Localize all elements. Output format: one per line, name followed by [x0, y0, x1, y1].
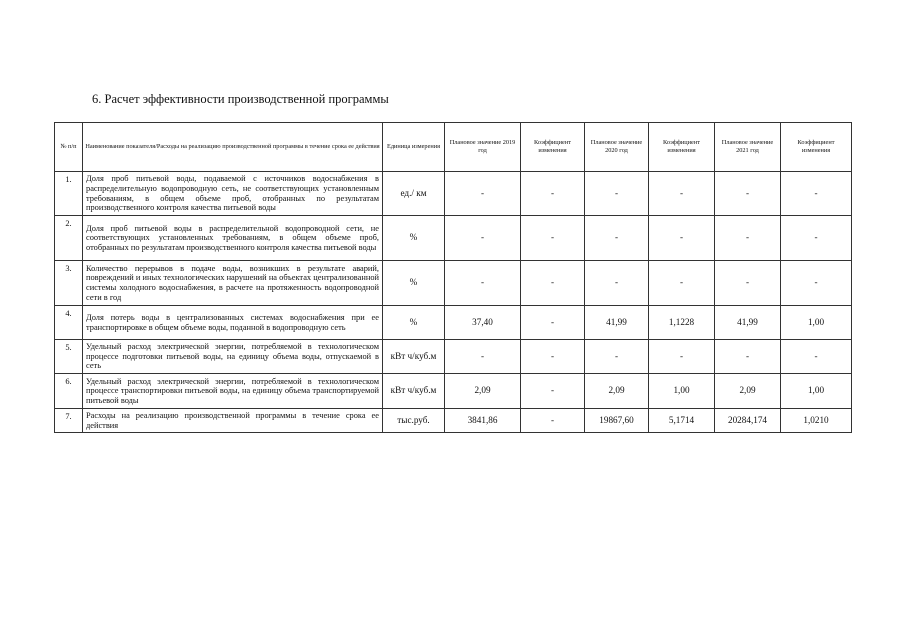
row-plan-2019: 37,40	[445, 306, 521, 340]
row-coef-2021: 1,00	[781, 374, 852, 409]
row-num: 4.	[55, 306, 83, 340]
row-plan-2019: -	[445, 216, 521, 261]
col-header-plan-2021: Плановое значение 2021 год	[715, 123, 781, 172]
col-header-plan-2020: Плановое значение 2020 год	[585, 123, 649, 172]
row-name: Количество перерывов в подаче воды, возникших в результате аварий, повреждений и иных технологических нарушений на объектах централизованной системы холодного водоснабжения, в расчете на протяженность водопроводной сети в год	[83, 261, 383, 306]
row-plan-2021: -	[715, 216, 781, 261]
col-header-coef-2020: Коэффициент изменения	[649, 123, 715, 172]
row-coef-2019: -	[521, 306, 585, 340]
row-coef-2021: -	[781, 340, 852, 374]
row-name: Доля проб питьевой воды в распределительной водопроводной сети, не соответствующих установленных требованиям, в общем объеме проб, отобранных по результатам производственного контроля качества питьевой воды	[83, 216, 383, 261]
section-heading: 6. Расчет эффективности производственной программы	[92, 92, 389, 106]
row-plan-2021: -	[715, 261, 781, 306]
table-row	[55, 374, 852, 409]
row-plan-2019: 2,09	[445, 374, 521, 409]
table-row	[55, 216, 852, 261]
row-plan-2021: 2,09	[715, 374, 781, 409]
row-plan-2020: -	[585, 172, 649, 216]
row-plan-2020: 2,09	[585, 374, 649, 409]
row-unit: тыс.руб.	[383, 409, 445, 433]
row-name: Доля потерь воды в централизованных системах водоснабжения при ее транспортировке в общем объеме воды, поданной в водопроводную сеть	[83, 306, 383, 340]
row-coef-2020: -	[649, 172, 715, 216]
row-num: 3.	[55, 261, 83, 306]
row-plan-2019: -	[445, 340, 521, 374]
row-coef-2019: -	[521, 409, 585, 433]
row-coef-2020: 5,1714	[649, 409, 715, 433]
col-header-unit: Единица измерения	[383, 123, 445, 172]
row-plan-2020: 41,99	[585, 306, 649, 340]
row-coef-2021: 1,0210	[781, 409, 852, 433]
row-coef-2020: -	[649, 340, 715, 374]
row-unit: %	[383, 306, 445, 340]
row-plan-2019: -	[445, 172, 521, 216]
row-plan-2020: 19867,60	[585, 409, 649, 433]
row-coef-2020: -	[649, 261, 715, 306]
row-coef-2020: 1,00	[649, 374, 715, 409]
row-coef-2021: -	[781, 216, 852, 261]
row-plan-2019: 3841,86	[445, 409, 521, 433]
row-plan-2021: 20284,174	[715, 409, 781, 433]
row-num: 6.	[55, 374, 83, 409]
row-name: Удельный расход электрической энергии, потребляемой в технологическом процессе подготовки питьевой воды, на единицу объема воды, отпускаемой в сеть	[83, 340, 383, 374]
table-row	[55, 340, 852, 374]
row-coef-2019: -	[521, 172, 585, 216]
row-coef-2021: -	[781, 172, 852, 216]
row-plan-2020: -	[585, 340, 649, 374]
row-name: Удельный расход электрической энергии, потребляемой в технологическом процессе транспортировки питьевой воды, на единицу объема транспортируемой питьевой воды	[83, 374, 383, 409]
row-num: 1.	[55, 172, 83, 216]
row-coef-2020: 1,1228	[649, 306, 715, 340]
efficiency-table	[54, 122, 852, 433]
row-coef-2020: -	[649, 216, 715, 261]
row-plan-2020: -	[585, 216, 649, 261]
row-plan-2021: 41,99	[715, 306, 781, 340]
row-name: Расходы на реализацию производственной программы в течение срока ее действия	[83, 409, 383, 433]
row-coef-2021: -	[781, 261, 852, 306]
row-name: Доля проб питьевой воды, подаваемой с источников водоснабжения в распределительную водопроводную сеть, не соответствующих установленным требованиям, в общем объеме проб, отобранных по результатам производственного контроля качества питьевой воды	[83, 172, 383, 216]
table-row	[55, 261, 852, 306]
row-coef-2021: 1,00	[781, 306, 852, 340]
row-num: 2.	[55, 216, 83, 261]
row-coef-2019: -	[521, 261, 585, 306]
row-coef-2019: -	[521, 340, 585, 374]
row-unit: кВт ч/куб.м	[383, 340, 445, 374]
col-header-coef-2019: Коэффициент изменения	[521, 123, 585, 172]
row-num: 5.	[55, 340, 83, 374]
table-row	[55, 409, 852, 433]
row-coef-2019: -	[521, 216, 585, 261]
col-header-coef-2021: Коэффициент изменения	[781, 123, 852, 172]
row-plan-2021: -	[715, 172, 781, 216]
col-header-name: Наименование показателя/Расходы на реализацию производственной программы в течение срока ее действия	[83, 123, 383, 172]
row-plan-2019: -	[445, 261, 521, 306]
row-unit: кВт ч/куб.м	[383, 374, 445, 409]
row-unit: %	[383, 261, 445, 306]
row-unit: ед./ км	[383, 172, 445, 216]
table-row	[55, 306, 852, 340]
col-header-num: № п/п	[55, 123, 83, 172]
row-unit: %	[383, 216, 445, 261]
row-plan-2020: -	[585, 261, 649, 306]
table-row	[55, 172, 852, 216]
row-num: 7.	[55, 409, 83, 433]
col-header-plan-2019: Плановое значение 2019 год	[445, 123, 521, 172]
table-header-row	[55, 123, 852, 172]
row-plan-2021: -	[715, 340, 781, 374]
row-coef-2019: -	[521, 374, 585, 409]
